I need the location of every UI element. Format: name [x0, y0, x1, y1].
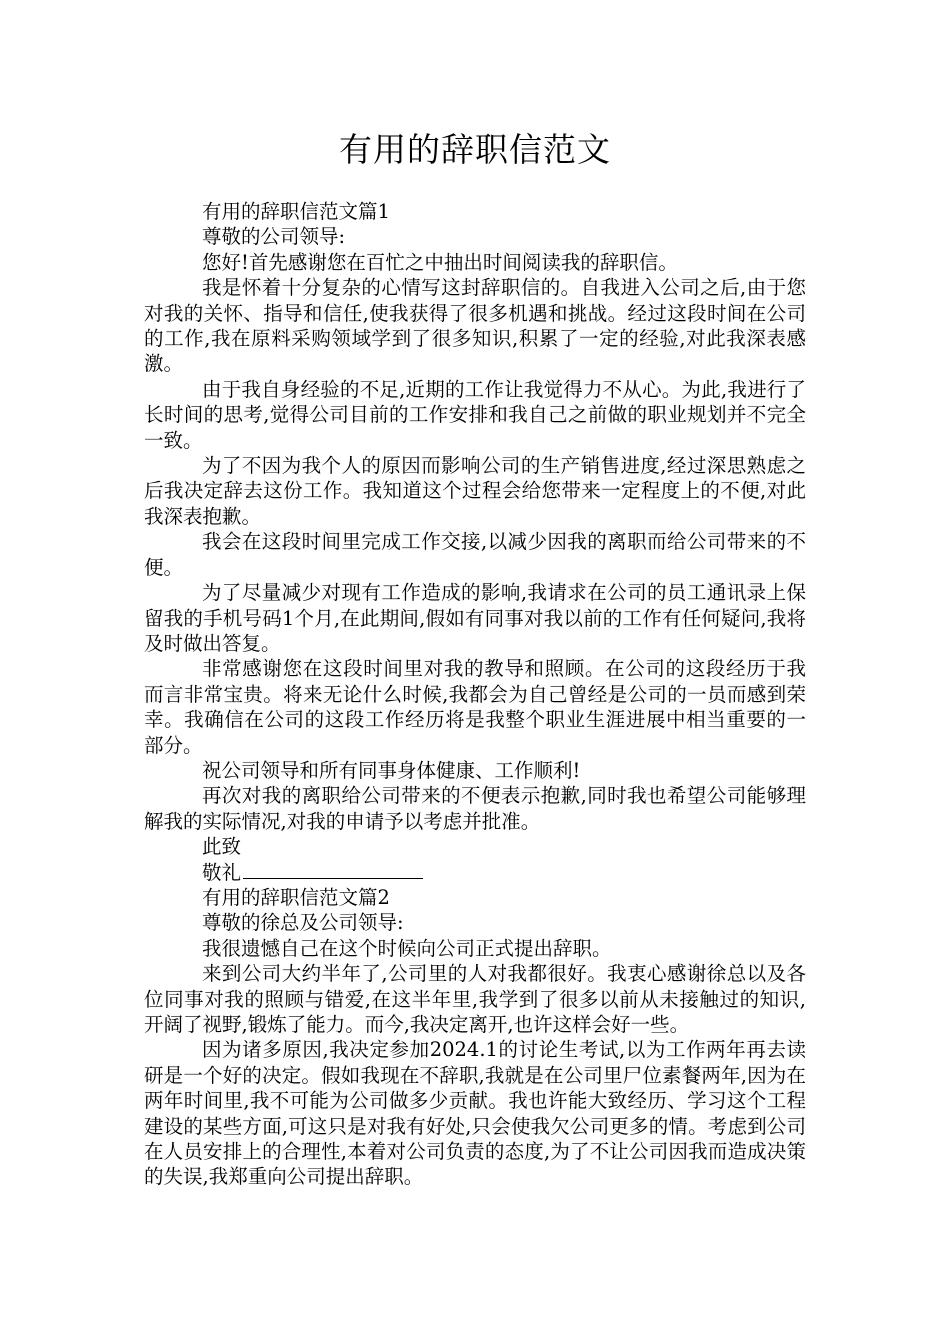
signature-underline — [243, 860, 423, 879]
letter2-heading: 有用的辞职信范文篇2 — [202, 885, 390, 909]
letter1-paragraph-7: 非常感谢您在这段时间里对我的教导和照顾。在公司的这段经历于我而言非常宝贵。将来无论什么时候,我都会为自己曾经是公司的一员而感到荣幸。我确信在公司的这段工作经历将是我整个职业生涯进展中相当重要的一部分。 — [144, 657, 806, 757]
document-body — [144, 199, 806, 1190]
letter1-regards-line — [144, 860, 806, 885]
letter2-paragraph-2: 来到公司大约半年了,公司里的人对我都很好。我衷心感谢徐总以及各位同事对我的照顾与错爱,在这半年里,我学到了很多以前从未接触过的知识,开阔了视野,锻炼了能力。而今,我决定离开,也许这样会好一些。 — [144, 962, 806, 1036]
letter2-paragraph-1: 我很遗憾自己在这个时候向公司正式提出辞职。 — [202, 936, 612, 960]
letter1-paragraph-3: 由于我自身经验的不足,近期的工作让我觉得力不从心。为此,我进行了长时间的思考,觉得公司目前的工作安排和我自己之前做的职业规划并不完全一致。 — [144, 377, 806, 452]
letter2-paragraph-3: 因为诸多原因,我决定参加2024.1的讨论生考试,以为工作两年再去读研是一个好的决定。假如我现在不辞职,我就是在公司里尸位素餐两年,因为在两年时间里,我不可能为公司做多少贡献。我也许能大致经历、学习这个工程建设的某些方面,可这只是对我有好处,只会使我欠公司更多的情。考虑到公司在人员安排上的合理性,本着对公司负责的态度,为了不让公司因我而造成决策的失误,我郑重向公司提出辞职。 — [144, 1038, 806, 1189]
letter1-regards: 敬礼 — [202, 860, 242, 884]
letter1-paragraph-5: 我会在这段时间里完成工作交接,以减少因我的离职而给公司带来的不便。 — [144, 530, 806, 579]
letter1-paragraph-1: 您好!首先感谢您在百忙之中抽出时间阅读我的辞职信。 — [202, 250, 678, 274]
letter2-salutation: 尊敬的徐总及公司领导: — [202, 911, 404, 935]
letter1-paragraph-6: 为了尽量减少对现有工作造成的影响,我请求在公司的员工通讯录上保留我的手机号码1个月,在此期间,假如有同事对我以前的工作有任何疑问,我将及时做出答复。 — [144, 581, 806, 655]
letter1-salutation: 尊敬的公司领导: — [202, 225, 346, 249]
letter1-paragraph-2: 我是怀着十分复杂的心情写这封辞职信的。自我进入公司之后,由于您对我的关怀、指导和信任,使我获得了很多机遇和挑战。经过这段时间在公司的工作,我在原料采购领域学到了很多知识,积累了一定的经验,对此我深表感激。 — [144, 276, 806, 376]
letter1-paragraph-4: 为了不因为我个人的原因而影响公司的生产销售进度,经过深思熟虑之后我决定辞去这份工作。我知道这个过程会给您带来一定程度上的不便,对此我深表抱歉。 — [144, 454, 806, 528]
document-title: 有用的辞职信范文 — [339, 130, 611, 169]
letter1-paragraph-9: 再次对我的离职给公司带来的不便表示抱歉,同时我也希望公司能够理解我的实际情况,对我的申请予以考虑并批准。 — [144, 784, 806, 833]
letter1-paragraph-8: 祝公司领导和所有同事身体健康、工作顺利! — [202, 758, 581, 782]
letter1-heading: 有用的辞职信范文篇1 — [202, 200, 390, 223]
letter1-closing: 此致 — [202, 835, 242, 859]
